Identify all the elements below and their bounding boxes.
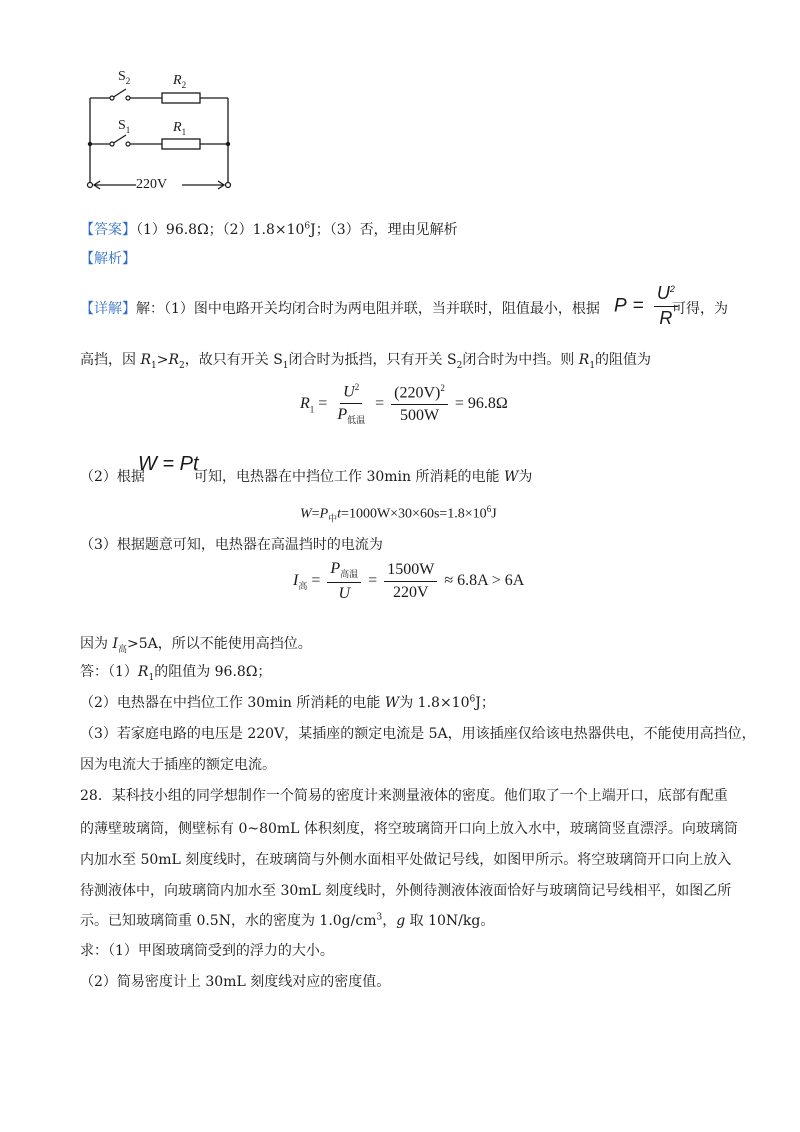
equation-i: $I_高$ = $\frac{P_{高温}}{U}$ = $\frac{1500W}{220V}$ ≈ 6.8A > 6A — [293, 560, 525, 603]
q28-line-7: （2）简易密度计上 30mL 刻度线对应的密度值。 — [80, 974, 391, 990]
because-line: 因为 $I_高>5A$，所以不能使用高挡位。 — [80, 636, 312, 655]
summary-line-3: （3）若家庭电路的电压是 220V，某插座的额定电流是 5A，用该插座仅给该电热器供电，不能使用高挡位， — [80, 726, 756, 742]
q28-line-4: 待测液体中，向玻璃筒内加水至 30mL 刻度线时，外侧待测液体液面恰好与玻璃筒记号线相平，如图乙所 — [80, 883, 732, 899]
s2-label: $S_2$ — [118, 69, 131, 86]
s1-label: $S_1$ — [118, 118, 131, 135]
r1-label: $R_1$ — [173, 120, 187, 137]
detail-line: 【详解】解：（1）图中电路开关均闭合时为两电阻并联，当并联时，阻值最小，根据 — [80, 301, 600, 317]
energy-formula: W = Pt — [138, 453, 199, 475]
equation-r1: $R_1$ = $\frac{U^2}{P_{低温}}$ = $\frac{(220V)^2}{500W}$ = 96.8Ω — [300, 382, 508, 426]
part2-line: （2）根据 — [80, 469, 145, 485]
detail-tag: 【详解】 — [80, 301, 136, 317]
q28-line-1: 28．某科技小组的同学想制作一个简易的密度计来测量液体的密度。他们取了一个上端开口，底部有配重 — [80, 788, 728, 804]
detail-after: 可得，为 — [672, 301, 728, 317]
q28-line-3: 内加水至 50mL 刻度线时，在玻璃筒与外侧水面相平处做记号线，如图甲所示。将空玻璃筒开口向上放入 — [80, 852, 732, 868]
answer-line: 【答案】（1）96.8Ω；$(2)1.8\times 10^6J$；（3）否，理由见解析 — [80, 221, 458, 238]
summary-line-4: 因为电流大于插座的额定电流。 — [80, 757, 276, 773]
r2-label: $R_2$ — [173, 73, 187, 90]
detail-line-2: 高挡，因 $R_1>R_2$，故只有开关 $S_1$闭合时为抵挡，只有开关 $S_2$闭合时为中挡。则 $R_1$的阻值为 — [80, 352, 652, 371]
analysis-tag: 【解析】 — [80, 251, 136, 267]
part3-line: （3）根据题意可知，电热器在高温挡时的电流为 — [80, 537, 383, 553]
summary-line-2: （2）电热器在中挡位工作 30min 所消耗的电能 W为 $1.8\times 10^6J$； — [80, 694, 495, 711]
circuit-svg — [70, 65, 250, 195]
answer-tag: 【答案】 — [80, 222, 136, 238]
circuit-diagram — [70, 65, 250, 195]
answer-text: （1）96.8Ω；（2）1.8×10 — [136, 222, 305, 238]
voltage-label: 220V — [136, 177, 168, 192]
power-formula: P = $\frac{U^2}{R}$ — [614, 284, 681, 329]
q28-line-2: 的薄壁玻璃筒，侧壁标有 0~80mL 体积刻度，将空玻璃筒开口向上放入水中，玻璃筒竖直漂浮。向玻璃筒 — [80, 821, 738, 837]
q28-line-6: 求：（1）甲图玻璃筒受到的浮力的大小。 — [80, 943, 334, 959]
equation-w: $W=P_中t=1000W\times 30\times 60s=1.8\times 10^6J$ — [300, 504, 497, 524]
part2-rest: 可知，电热器在中挡位工作 30min 所消耗的电能 W为 — [194, 469, 533, 485]
summary-line-1: 答：$(1)R_1$的阻值为 96.8Ω； — [80, 664, 272, 683]
q28-line-5: 示。已知玻璃筒重 0.5N，水的密度为 $1.0g/cm^3$，g 取 10N/kg。 — [80, 912, 495, 929]
